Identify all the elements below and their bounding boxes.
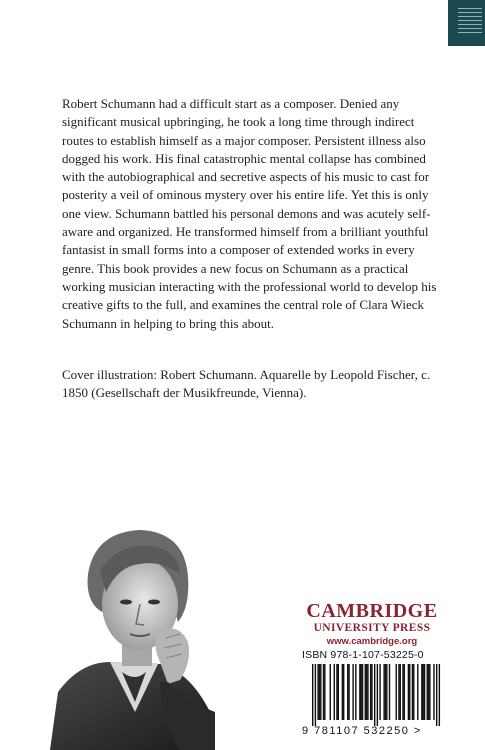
barcode-bar (379, 664, 380, 720)
barcode-bar (334, 664, 335, 720)
barcode-bar (359, 664, 360, 720)
publisher-name: CAMBRIDGE (306, 600, 438, 622)
barcode-digits: 9 781107 532250 > (302, 725, 422, 737)
barcode-bar (324, 664, 325, 720)
barcode-bar (330, 664, 331, 720)
barcode-bar (412, 664, 413, 720)
barcode-bar (352, 664, 353, 720)
barcode-bar (317, 664, 318, 720)
barcode-bar (371, 664, 372, 720)
barcode-bar (409, 664, 410, 720)
barcode-bar (315, 664, 316, 726)
barcode-bar (433, 664, 434, 720)
barcode-bar (385, 664, 386, 720)
barcode-bar (398, 664, 399, 720)
barcode-bar (319, 664, 320, 720)
portrait-illustration (40, 512, 215, 750)
barcode-bar (436, 664, 437, 726)
barcode-bar (370, 664, 371, 720)
barcode-bar (386, 664, 387, 720)
barcode-bar (365, 664, 366, 720)
barcode-bar (338, 664, 339, 720)
barcode-bar (320, 664, 321, 720)
barcode-bar (396, 664, 397, 720)
barcode-bar (408, 664, 409, 720)
barcode-bar (366, 664, 367, 720)
isbn-barcode-block (302, 648, 442, 740)
barcode-bar (424, 664, 425, 720)
barcode-bar (404, 664, 405, 720)
barcode-bar (323, 664, 324, 720)
barcode-bar (312, 664, 313, 726)
barcode-bar (389, 664, 390, 720)
barcode-bar (348, 664, 349, 720)
cover-illustration-credit: Cover illustration: Robert Schumann. Aquarelle by Leopold Fischer, c. 1850 (Gesellschaft der Musikfreunde, Vienna). (62, 367, 431, 401)
barcode-bar (383, 664, 384, 720)
barcode-bar (427, 664, 428, 720)
barcode-bar (347, 664, 348, 720)
spine-stripes (458, 8, 482, 38)
barcode-bar (439, 664, 440, 726)
barcode-bar (343, 664, 344, 720)
barcode-bar (422, 664, 423, 720)
barcode-icon (302, 664, 442, 726)
publisher-url: www.cambridge.org (326, 636, 418, 647)
barcode-bar (417, 664, 418, 720)
barcode-bar (429, 664, 430, 720)
publisher-subtitle: UNIVERSITY PRESS (313, 622, 431, 634)
publisher-logo (302, 600, 442, 648)
barcode-bar (374, 664, 375, 726)
barcode-bar (402, 664, 403, 720)
barcode-bar (421, 664, 422, 720)
book-blurb: Robert Schumann had a difficult start as a composer. Denied any significant musical upbringing, he took a long time through indirect routes to establish himself as a major composer. Persistent illness also dogged his work. His final catastrophic mental collapse has combined with the autobiographical and secretive aspects of his music to cast for posterity a veil of ominous mystery over his entire life. Yet this is only one view. Schumann battled his personal demons and was acutely self-aware and organized. He transformed himself from a brilliant youthful fantasist in small forms into a composer of extended works in every genre. This book provides a new focus on Schumann as a practical working musician interacting with the professional world to develop his creative gifts to the full, and examines the central role of Clara Wieck Schumann in helping to bring this about. (62, 96, 437, 331)
barcode-bar (413, 664, 414, 720)
isbn-label: ISBN 978-1-107-53225-0 (302, 649, 424, 661)
barcode-bar (355, 664, 356, 720)
barcode-bar (342, 664, 343, 720)
barcode-bar (361, 664, 362, 720)
barcode-bar (367, 664, 368, 720)
barcode-bar (428, 664, 429, 720)
barcode-bar (336, 664, 337, 720)
barcode-bar (362, 664, 363, 720)
barcode-bar (377, 664, 378, 726)
barcode-bar (400, 664, 401, 720)
